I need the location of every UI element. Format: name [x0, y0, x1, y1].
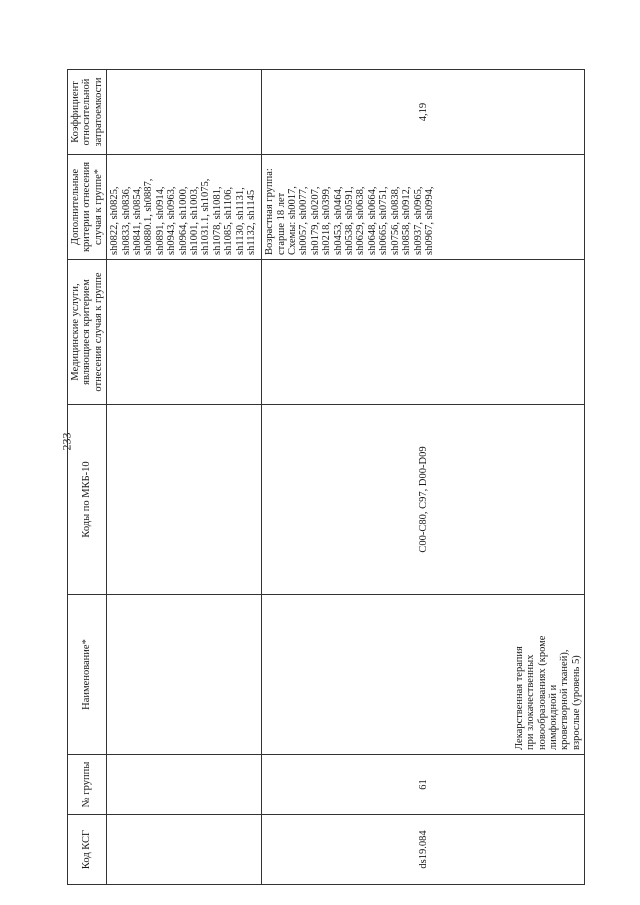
header-group-no: № группы [68, 755, 107, 815]
page-number: 233 [59, 432, 74, 451]
cell-med-services [262, 260, 585, 405]
header-extra-criteria: Дополнительные критерии отнесения случая к группе* [68, 155, 107, 260]
header-med-services: Медицинские услуги, являющиеся критерием отнесения случая к группе [68, 260, 107, 405]
cell-name: Лекарственная терапия при злокачественных новообразованиях (кроме лимфоидной и кроветворной тканей), взрослые (уровень 5) [262, 595, 585, 755]
header-name: Наименование* [68, 595, 107, 755]
table-row [262, 70, 585, 885]
cell-ksg-code: ds19.084 [262, 815, 585, 885]
table-header-row [68, 70, 107, 885]
rotated-table-wrapper [67, 70, 582, 885]
header-coefficient: Коэффициент относительной затратоемкости [68, 70, 107, 155]
cell-mkb-codes: C00-C80, C97, D00-D09 [262, 405, 585, 595]
cell-coefficient: 4,19 [262, 70, 585, 155]
ksg-table [67, 69, 585, 885]
cell-group-no: 61 [262, 755, 585, 815]
header-ksg-code: Код КСГ [68, 815, 107, 885]
header-mkb-codes: Коды по МКБ-10 [68, 405, 107, 595]
cell-extra-criteria: Возрастная группа: старше 18 лет Схемы: sh0017, sh0057, sh0077, sh0179, sh0207, sh0218, sh0399, sh0453, sh0464, sh0538, sh0591, sh0629, sh0638, sh0648, sh0664, sh0665, sh0751, sh0756, sh0838, sh0858, sh0912, sh0937, sh0965, sh0967, sh0994, [262, 155, 585, 260]
table-row-continuation [107, 70, 262, 885]
extra-criteria-continuation: sh0822, sh0825, sh0833, sh0836, sh0841, sh0854, sh0880.1, sh0887, sh0891, sh0914, sh0943, sh0963, sh0964, sh1000, sh1001, sh1003, sh1031.1, sh1075, sh1078, sh1081, sh1085, sh1106, sh1130, sh1131, sh1132, sh1145 [107, 155, 262, 260]
